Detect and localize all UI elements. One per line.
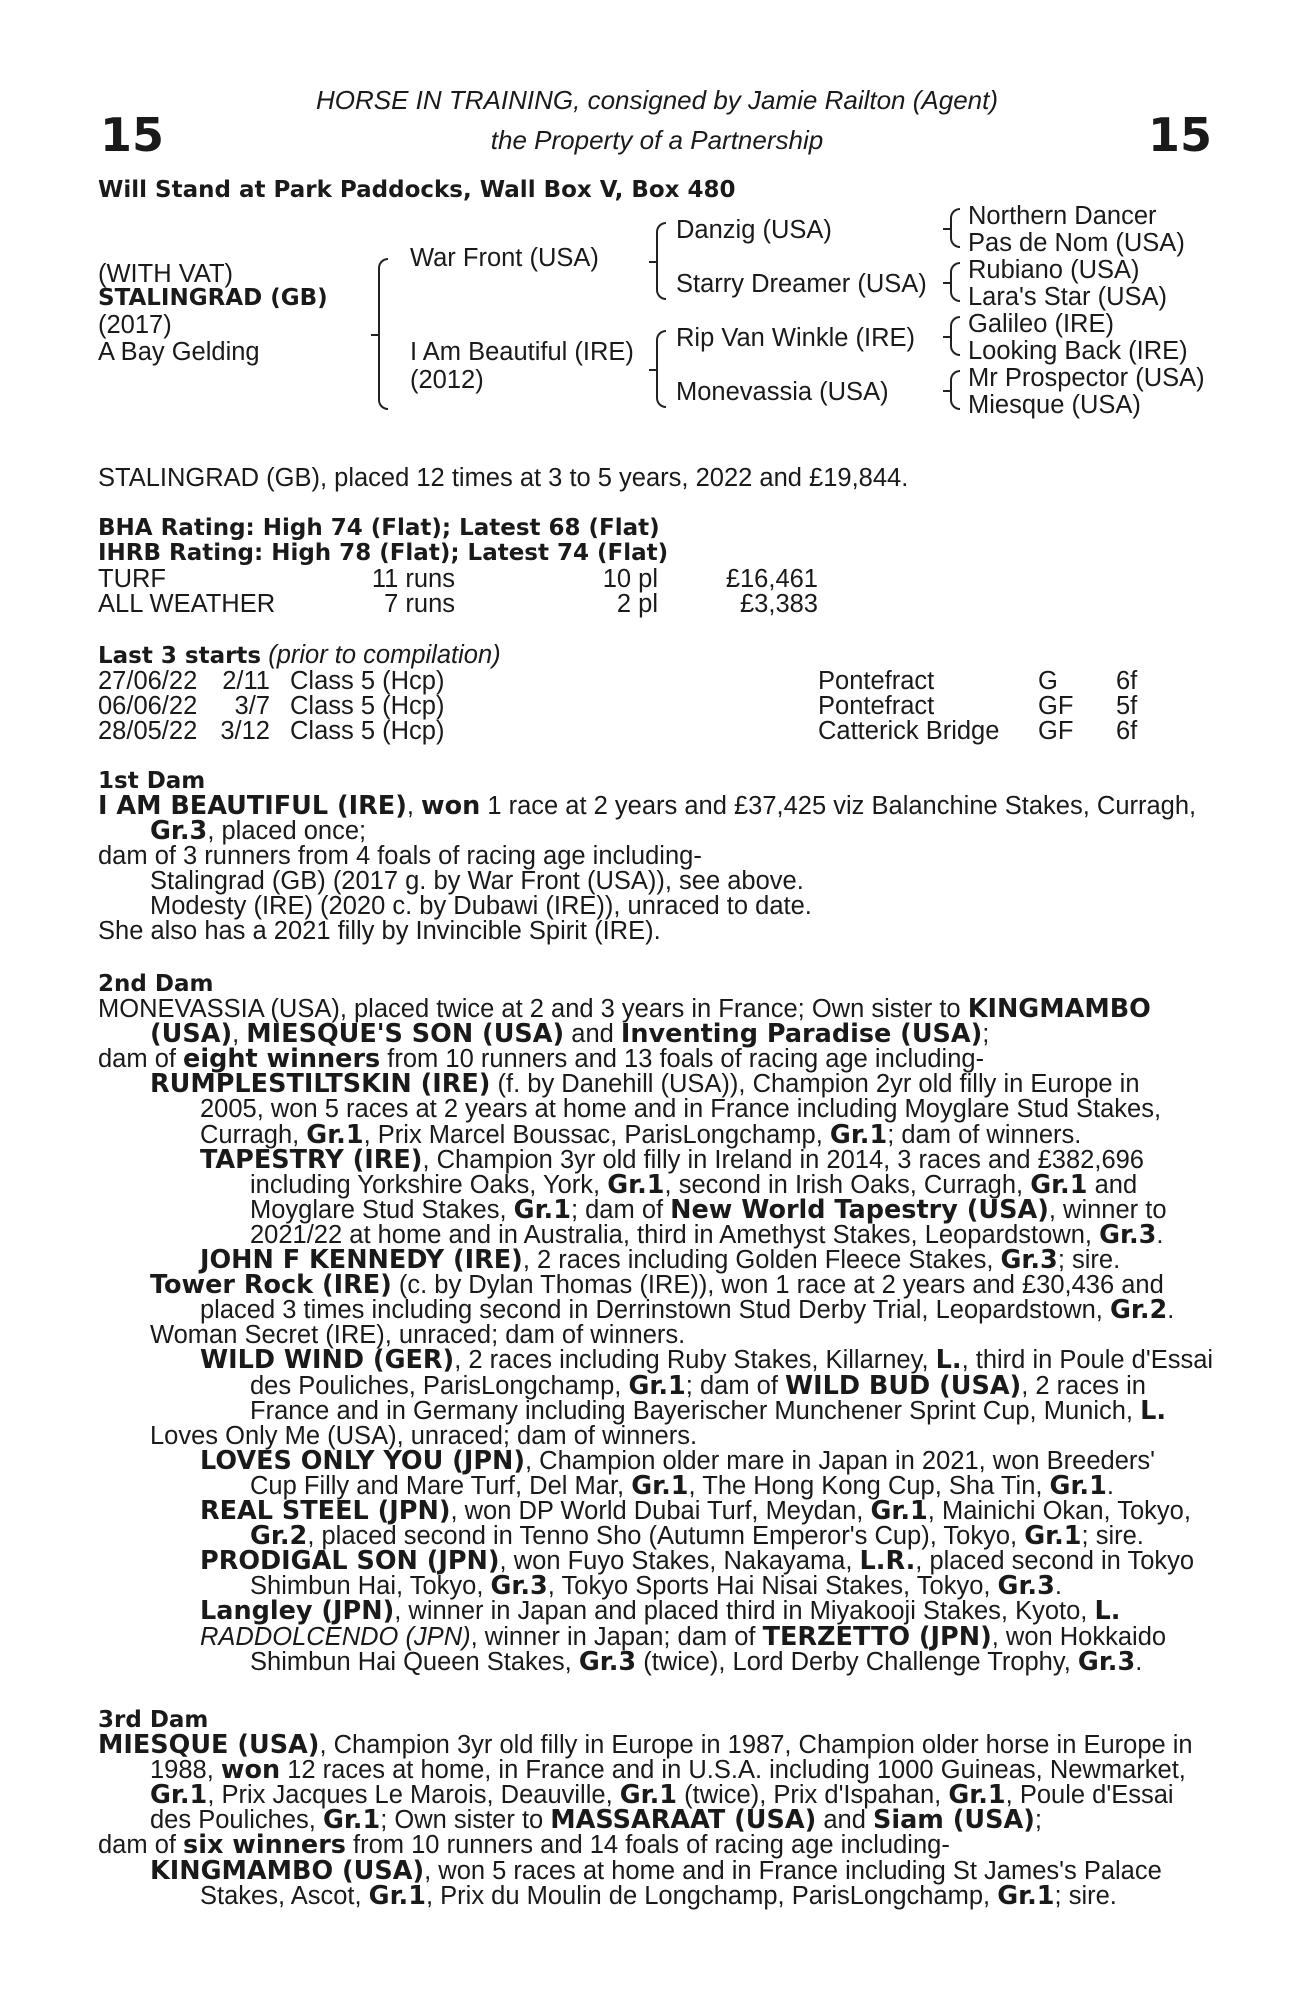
- text-run: ; Own sister to: [380, 1806, 551, 1835]
- start-date: 28/05/22: [98, 717, 198, 745]
- text-run: , winner to: [1048, 1195, 1167, 1224]
- text-run: ;: [1034, 1806, 1042, 1835]
- text-run: 1 race at 2 years and £37,425 viz Balanchine Stakes, Curragh,: [480, 792, 1197, 820]
- text-run: MASSARAAT (USA): [550, 1805, 817, 1836]
- text-run: , Prix Marcel Boussac, ParisLongchamp,: [363, 1120, 830, 1149]
- text-run: Siam (USA): [872, 1805, 1035, 1836]
- text-run: TERZETTO (JPN): [762, 1621, 992, 1652]
- start-date: 06/06/22: [98, 692, 198, 720]
- pedigree-sss: Northern Dancer: [968, 202, 1157, 230]
- first-dam-line: [150, 816, 367, 846]
- record-money: £3,383: [740, 590, 818, 618]
- text-run: Gr.3: [1077, 1646, 1136, 1677]
- text-run: PRODIGAL SON (JPN): [200, 1546, 500, 1577]
- text-run: Gr.3: [1000, 1245, 1058, 1275]
- text-run: WILD BUD (USA): [785, 1370, 1022, 1401]
- text-run: ; dam of winners.: [887, 1120, 1082, 1149]
- record-placed: 2 pl: [616, 590, 658, 618]
- text-run: , placed second in Tokyo: [915, 1547, 1195, 1576]
- start-date: 27/06/22: [98, 667, 198, 695]
- text-run: WILD WIND (GER): [200, 1345, 455, 1376]
- text-run: Shimbun Hai Queen Stakes,: [250, 1647, 579, 1676]
- start-position: 3/7: [234, 692, 270, 720]
- text-run: .: [1135, 1647, 1143, 1676]
- dam2-line: [250, 1395, 1167, 1426]
- text-run: (twice), Prix d'Ispahan,: [677, 1781, 949, 1810]
- start-course: Pontefract: [818, 692, 935, 720]
- first-dam-line: She also has a 2021 filly by Invincible Spirit (IRE).: [98, 917, 661, 945]
- pedigree-brace-3b: [950, 262, 960, 302]
- pedigree-sd: Starry Dreamer (USA): [676, 270, 927, 298]
- text-run: TAPESTRY (IRE): [200, 1144, 423, 1175]
- text-run: RUMPLESTILTSKIN (IRE): [150, 1069, 491, 1100]
- text-run: L.R.: [859, 1546, 916, 1577]
- text-run: , Prix Jacques Le Marois, Deauville,: [207, 1781, 620, 1810]
- text-run: from 10 runners and 13 foals of racing age including-: [380, 1045, 985, 1074]
- text-run: , second in Irish Oaks, Curragh,: [664, 1170, 1031, 1199]
- text-run: ; dam of: [685, 1371, 785, 1400]
- text-run: .: [1106, 1471, 1114, 1500]
- first-dam-line: Modesty (IRE) (2020 c. by Dubawi (IRE)), unraced to date.: [150, 892, 812, 920]
- text-run: , 2 races in: [1021, 1371, 1146, 1400]
- start-course: Catterick Bridge: [818, 717, 1000, 745]
- text-run: 2005, won 5 races at 2 years at home and in France including Moyglare Stud Stakes,: [200, 1095, 1162, 1124]
- start-class: Class 5 (Hcp): [290, 717, 445, 745]
- record-surface: ALL WEATHER: [98, 590, 276, 618]
- text-run: Gr.1: [368, 1880, 426, 1911]
- text-run: Gr.3: [150, 816, 208, 846]
- text-run: Stakes, Ascot,: [200, 1881, 369, 1910]
- pedigree-ss: Danzig (USA): [676, 216, 832, 244]
- text-run: Cup Filly and Mare Turf, Del Mar,: [250, 1471, 632, 1500]
- dam2-line: [200, 1144, 1144, 1175]
- dam2-line: [200, 1345, 1214, 1376]
- pedigree-dam-year: (2012): [410, 366, 484, 394]
- text-run: from 10 runners and 14 foals of racing age including-: [345, 1831, 950, 1860]
- text-run: MONEVASSIA (USA), placed twice at 2 and 3 years in France; Own sister to: [98, 995, 968, 1023]
- start-position: 2/11: [222, 667, 270, 695]
- text-run: ; dam of: [570, 1195, 671, 1224]
- text-run: Inventing Paradise (USA): [620, 1019, 983, 1050]
- text-run: Gr.1: [1049, 1470, 1107, 1501]
- lot-number-left: 15: [100, 108, 165, 162]
- text-run: Gr.1: [322, 1805, 381, 1836]
- start-going: G: [1038, 667, 1058, 695]
- text-run: , Tokyo Sports Hai Nisai Stakes, Tokyo,: [547, 1572, 998, 1601]
- record-money: £16,461: [725, 565, 818, 593]
- pedigree-brace-3d: [950, 370, 960, 410]
- pedigree-ddd: Miesque (USA): [968, 391, 1141, 419]
- text-run: KINGMAMBO (USA): [150, 1855, 425, 1886]
- text-run: , placed second in Tenno Sho (Autumn Emperor's Cup), Tokyo,: [307, 1522, 1025, 1551]
- pedigree-ds: Rip Van Winkle (IRE): [676, 324, 916, 352]
- stand-location: Will Stand at Park Paddocks, Wall Box V, Box 480: [98, 177, 736, 203]
- pedigree-brace-3a: [950, 208, 960, 248]
- text-run: Gr.2: [1109, 1295, 1168, 1326]
- text-run: Gr.1: [607, 1169, 665, 1200]
- pedigree-dd: Monevassia (USA): [676, 378, 889, 406]
- dam2-line: [200, 1295, 1175, 1326]
- text-run: , The Hong Kong Cup, Sha Tin,: [688, 1471, 1050, 1500]
- text-run: , Champion 3yr old filly in Ireland in 2014, 3 races and £382,696: [422, 1145, 1144, 1174]
- text-run: MIESQUE'S SON (USA): [246, 1019, 565, 1050]
- text-run: Gr.1: [513, 1194, 571, 1225]
- text-run: won: [220, 1755, 281, 1786]
- text-run: including Yorkshire Oaks, York,: [250, 1170, 608, 1199]
- text-run: Tower Rock (IRE): [150, 1270, 392, 1301]
- text-run: Gr.3: [490, 1571, 548, 1602]
- text-run: ,: [406, 792, 422, 820]
- vat-label: (WITH VAT): [98, 260, 234, 288]
- pedigree-dss: Galileo (IRE): [968, 310, 1114, 338]
- start-distance: 5f: [1116, 692, 1138, 720]
- racing-summary: STALINGRAD (GB), placed 12 times at 3 to 5 years, 2022 and £19,844.: [98, 464, 909, 492]
- text-run: L.: [935, 1345, 962, 1376]
- pedigree-sds: Rubiano (USA): [968, 256, 1140, 284]
- text-run: , winner in Japan and placed third in Miyakooji Stakes, Kyoto,: [394, 1597, 1095, 1626]
- text-run: , placed once;: [207, 817, 367, 845]
- horse-name: STALINGRAD (GB): [98, 285, 328, 311]
- text-run: Gr.1: [306, 1119, 364, 1150]
- pedigree-brace-2a: [656, 222, 666, 300]
- text-run: Gr.1: [628, 1370, 686, 1401]
- text-run: , won 5 races at home and in France including St James's Palace: [424, 1856, 1162, 1885]
- text-run: ; sire.: [1081, 1522, 1144, 1551]
- start-distance: 6f: [1116, 717, 1138, 745]
- dam2-line: [250, 1370, 1146, 1401]
- text-run: .: [1167, 1296, 1175, 1325]
- text-run: Loves Only Me (USA), unraced; dam of winners.: [150, 1421, 698, 1450]
- dam2-line: [250, 1194, 1167, 1225]
- text-run: Gr.3: [1099, 1219, 1157, 1250]
- text-run: France and in Germany including Bayerischer Munchener Sprint Cup, Munich,: [250, 1396, 1141, 1425]
- record-surface: TURF: [98, 565, 166, 593]
- text-run: , Poule d'Essai: [1005, 1781, 1174, 1810]
- text-run: 1988,: [150, 1756, 221, 1785]
- text-run: ;: [982, 1020, 990, 1049]
- ihrb-rating: IHRB Rating: High 78 (Flat); Latest 74 (Flat): [98, 540, 669, 566]
- text-run: Gr.1: [1024, 1521, 1082, 1552]
- first-dam-title: 1st Dam: [98, 768, 206, 794]
- text-run: Gr.1: [1030, 1169, 1088, 1200]
- text-run: Gr.1: [631, 1470, 689, 1501]
- text-run: , won Fuyo Stakes, Nakayama,: [499, 1547, 860, 1576]
- horse-year: (2017): [98, 311, 172, 339]
- start-going: GF: [1038, 717, 1074, 745]
- record-runs: 11 runs: [371, 565, 455, 593]
- pedigree-dds: Mr Prospector (USA): [968, 364, 1205, 392]
- text-run: six winners: [183, 1830, 346, 1861]
- text-run: Gr.1: [619, 1780, 678, 1811]
- text-run: , Prix du Moulin de Longchamp, ParisLongchamp,: [425, 1881, 998, 1910]
- record-placed: 10 pl: [602, 565, 658, 593]
- text-run: Shimbun Hai, Tokyo,: [250, 1572, 491, 1601]
- text-run: MIESQUE (USA): [98, 1730, 320, 1760]
- text-run: Gr.2: [250, 1521, 308, 1552]
- record-runs: 7 runs: [384, 590, 455, 618]
- pedigree-brace-1: [378, 258, 388, 410]
- start-course: Pontefract: [818, 667, 935, 695]
- text-run: ; sire.: [1057, 1246, 1121, 1274]
- text-run: , Champion older mare in Japan in 2021, won Breeders': [525, 1446, 1155, 1475]
- text-run: and: [816, 1806, 873, 1835]
- text-run: Langley (JPN): [200, 1596, 395, 1627]
- text-run: and: [564, 1020, 621, 1049]
- text-run: Moyglare Stud Stakes,: [250, 1195, 514, 1224]
- start-going: GF: [1038, 692, 1074, 720]
- text-run: RADDOLCENDO (JPN): [200, 1622, 471, 1651]
- text-run: won: [421, 791, 481, 821]
- text-run: (USA): [150, 1019, 233, 1050]
- horse-description: A Bay Gelding: [98, 338, 260, 366]
- text-run: KINGMAMBO: [967, 994, 1151, 1024]
- text-run: Gr.3: [578, 1646, 637, 1677]
- pedigree-dam: I Am Beautiful (IRE): [410, 338, 634, 366]
- first-dam-name: I AM BEAUTIFUL (IRE): [98, 791, 407, 821]
- text-run: and: [1087, 1170, 1138, 1199]
- dam2-line: [250, 1646, 1143, 1677]
- dam2-line: [200, 1621, 1167, 1652]
- text-run: eight winners: [183, 1044, 381, 1075]
- text-run: Gr.1: [829, 1119, 888, 1150]
- text-run: .: [1156, 1220, 1164, 1249]
- text-run: dam of: [98, 1831, 184, 1860]
- text-run: (c. by Dylan Thomas (IRE)), won 1 race at 2 years and £30,436 and: [391, 1271, 1164, 1300]
- text-run: Woman Secret (IRE), unraced; dam of winners.: [150, 1321, 686, 1350]
- pedigree-sdd: Lara's Star (USA): [968, 283, 1168, 311]
- text-run: .: [1054, 1572, 1062, 1601]
- start-position: 3/12: [220, 717, 270, 745]
- pedigree-brace-2b: [656, 330, 666, 408]
- text-run: New World Tapestry (USA): [670, 1194, 1049, 1225]
- text-run: ,: [232, 1020, 247, 1049]
- lot-number-right: 15: [1148, 108, 1213, 162]
- text-run: , third in Poule d'Essai: [961, 1346, 1214, 1375]
- first-dam-line: dam of 3 runners from 4 foals of racing age including-: [98, 842, 702, 870]
- text-run: Curragh,: [200, 1120, 307, 1149]
- text-run: JOHN F KENNEDY (IRE): [200, 1245, 523, 1275]
- text-run: (twice), Lord Derby Challenge Trophy,: [636, 1647, 1078, 1676]
- text-run: L.: [1140, 1395, 1167, 1426]
- text-run: placed 3 times including second in Derrinstown Stud Derby Trial, Leopardstown,: [200, 1296, 1110, 1325]
- text-run: dam of: [98, 1045, 184, 1074]
- text-run: Gr.1: [870, 1496, 928, 1526]
- text-run: des Pouliches,: [150, 1806, 323, 1835]
- pedigree-dsd: Looking Back (IRE): [968, 337, 1188, 365]
- text-run: LOVES ONLY YOU (JPN): [200, 1445, 526, 1476]
- first-dam-line: [98, 791, 1197, 821]
- text-run: ; sire.: [1054, 1881, 1117, 1910]
- text-run: , Champion 3yr old filly in Europe in 1987, Champion older horse in Europe in: [319, 1731, 1193, 1759]
- bha-rating: BHA Rating: High 74 (Flat); Latest 68 (Flat): [98, 515, 660, 541]
- start-class: Class 5 (Hcp): [290, 692, 445, 720]
- header-property: the Property of a Partnership: [490, 125, 824, 155]
- text-run: 12 races at home, in France and in U.S.A. including 1000 Guineas, Newmarket,: [280, 1756, 1186, 1785]
- text-run: Gr.1: [150, 1780, 208, 1811]
- text-run: des Pouliches, ParisLongchamp,: [250, 1371, 629, 1400]
- dam2-line: [150, 1270, 1164, 1301]
- text-run: , Mainichi Okan, Tokyo,: [927, 1497, 1191, 1525]
- third-dam-title: 3rd Dam: [98, 1707, 209, 1733]
- text-run: , winner in Japan; dam of: [470, 1622, 763, 1651]
- start-class: Class 5 (Hcp): [290, 667, 445, 695]
- text-run: 2021/22 at home and in Australia, third in Amethyst Stakes, Leopardstown,: [250, 1220, 1100, 1249]
- second-dam-title: 2nd Dam: [98, 971, 214, 997]
- first-dam-line: Stalingrad (GB) (2017 g. by War Front (USA)), see above.: [150, 867, 804, 895]
- text-run: , won Hokkaido: [991, 1622, 1167, 1651]
- last3-title: Last 3 starts: [98, 643, 262, 669]
- pedigree-sire: War Front (USA): [410, 244, 599, 272]
- text-run: Gr.3: [997, 1571, 1055, 1602]
- text-run: Gr.1: [948, 1780, 1006, 1811]
- pedigree-brace-3c: [950, 316, 960, 356]
- text-run: , 2 races including Golden Fleece Stakes,: [522, 1246, 1001, 1274]
- text-run: REAL STEEL (JPN): [200, 1496, 451, 1526]
- last3-heading: [98, 643, 501, 670]
- text-run: Gr.1: [997, 1880, 1055, 1911]
- pedigree-ssd: Pas de Nom (USA): [968, 229, 1185, 257]
- dam2-line: [150, 1069, 1140, 1100]
- text-run: , won DP World Dubai Turf, Meydan,: [450, 1497, 871, 1525]
- text-run: (f. by Danehill (USA)), Champion 2yr old filly in Europe in: [490, 1070, 1140, 1099]
- header-consignor: HORSE IN TRAINING, consigned by Jamie Railton (Agent): [315, 85, 999, 115]
- text-run: , 2 races including Ruby Stakes, Killarney,: [454, 1346, 936, 1375]
- last3-note: (prior to compilation): [268, 641, 501, 669]
- start-distance: 6f: [1116, 667, 1138, 695]
- text-run: L.: [1094, 1596, 1121, 1627]
- dam3-line: [200, 1880, 1117, 1911]
